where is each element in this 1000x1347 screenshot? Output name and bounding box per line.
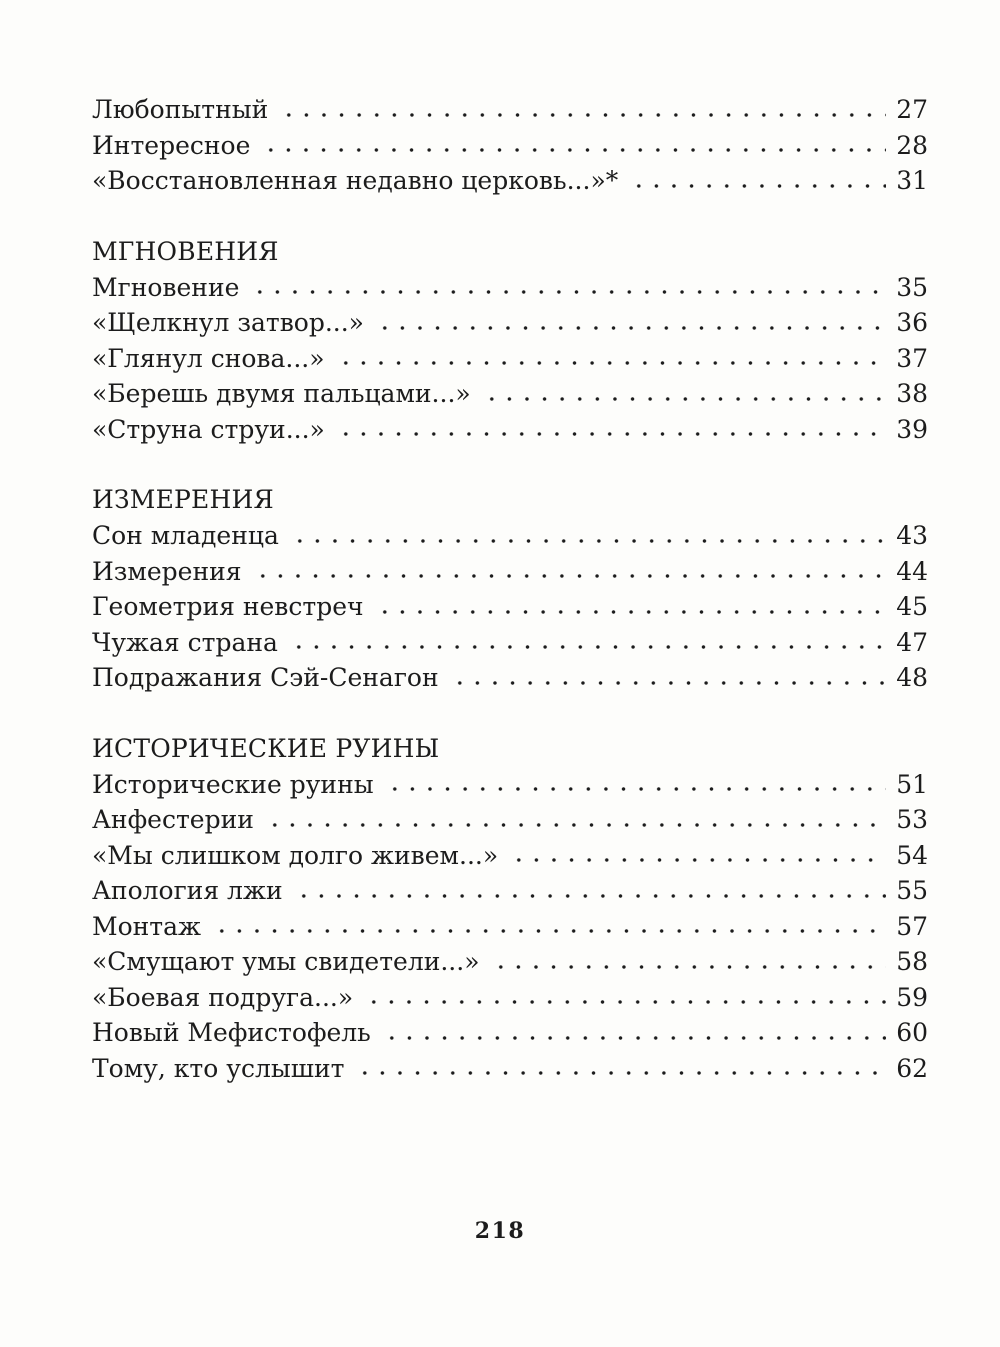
dot-leader	[490, 965, 887, 969]
section-heading: ИЗМЕРЕНИЯ	[92, 485, 274, 514]
dot-leader	[363, 1000, 886, 1004]
toc-entry-title: «Струна струи...»	[92, 412, 335, 448]
toc-entry-page: 35	[896, 272, 928, 302]
toc-entry[interactable]	[92, 1051, 928, 1087]
toc-entry-title: Мгновение	[92, 270, 249, 306]
toc-section-izmereniya	[92, 482, 928, 696]
dot-leader	[293, 894, 887, 898]
toc-entry-page: 57	[896, 911, 928, 941]
dot-leader	[264, 823, 886, 827]
toc-entry-title: Апология лжи	[92, 873, 293, 909]
toc-entry-title: «Глянул снова...»	[92, 341, 335, 377]
toc-entry[interactable]	[92, 980, 928, 1016]
toc-entry[interactable]	[92, 838, 928, 874]
toc-entry-page: 39	[896, 414, 928, 444]
dot-leader	[508, 858, 886, 862]
dot-leader	[481, 397, 887, 401]
toc-entry-page: 45	[896, 592, 928, 621]
toc-entry-page: 31	[896, 166, 928, 195]
toc-entry-title: Сон младенца	[92, 518, 289, 554]
dot-leader	[449, 681, 887, 685]
toc-entry-title: «Мы слишком долго живем...»	[92, 838, 508, 874]
toc-entry-title: «Берешь двумя пальцами...»	[92, 376, 481, 412]
toc-entry-page: 60	[896, 1018, 928, 1047]
toc-entry[interactable]	[92, 909, 928, 945]
toc-entry[interactable]	[92, 518, 928, 554]
dot-leader	[288, 645, 886, 649]
toc-entry-page: 47	[896, 627, 928, 657]
toc-entry-title: Чужая страна	[92, 625, 288, 661]
toc-entry[interactable]	[92, 660, 928, 696]
dot-leader	[384, 787, 887, 791]
toc-entry-page: 28	[896, 130, 928, 160]
toc-entry[interactable]	[92, 305, 928, 341]
dot-leader	[381, 1036, 886, 1040]
toc-section-mgnoveniya	[92, 234, 928, 448]
section-heading: МГНОВЕНИЯ	[92, 236, 279, 266]
toc-entry-title: Новый Мефистофель	[92, 1015, 381, 1051]
toc-entry-title: «Восстановленная недавно церковь...»*	[92, 163, 628, 199]
dot-leader	[260, 148, 886, 152]
toc-entry-title: Тому, кто услышит	[92, 1051, 354, 1087]
toc-entry-title: «Боевая подруга...»	[92, 980, 363, 1016]
toc-entry[interactable]	[92, 92, 928, 128]
toc-entry-page: 59	[896, 982, 928, 1012]
toc-entry-page: 38	[896, 379, 928, 408]
toc-entry-title: «Смущают умы свидетели...»	[92, 944, 490, 980]
toc-entry-title: Монтаж	[92, 909, 211, 945]
toc-entry[interactable]	[92, 625, 928, 661]
toc-entry-page: 27	[896, 95, 928, 124]
table-of-contents	[92, 92, 928, 1086]
toc-entry-page: 53	[896, 805, 928, 834]
toc-entry-page: 37	[896, 343, 928, 373]
dot-leader	[374, 326, 886, 330]
toc-entry-page: 44	[896, 556, 928, 586]
toc-entry-title: Анфестерии	[92, 802, 264, 838]
dot-leader	[354, 1071, 886, 1075]
dot-leader	[628, 184, 886, 188]
toc-entry[interactable]	[92, 589, 928, 625]
toc-entry-page: 43	[896, 521, 928, 550]
toc-intro-group	[92, 92, 928, 199]
toc-entry[interactable]	[92, 554, 928, 590]
toc-entry[interactable]	[92, 1015, 928, 1051]
toc-entry-page: 51	[896, 769, 928, 799]
toc-entry-title: Любопытный	[92, 92, 278, 128]
toc-entry-page: 58	[896, 947, 928, 976]
toc-entry-page: 36	[896, 308, 928, 337]
toc-entry-page: 55	[896, 876, 928, 905]
toc-entry[interactable]	[92, 767, 928, 803]
toc-entry-page: 54	[896, 840, 928, 870]
toc-entry[interactable]	[92, 163, 928, 199]
toc-entry[interactable]	[92, 270, 928, 306]
toc-section-istoricheskie-ruiny	[92, 731, 928, 1087]
dot-leader	[374, 610, 887, 614]
toc-entry-page: 62	[896, 1053, 928, 1083]
toc-entry-title: «Щелкнул затвор...»	[92, 305, 374, 341]
toc-entry[interactable]	[92, 412, 928, 448]
toc-entry[interactable]	[92, 128, 928, 164]
toc-entry-title: Исторические руины	[92, 767, 384, 803]
dot-leader	[211, 929, 886, 933]
dot-leader	[289, 539, 886, 543]
dot-leader	[252, 574, 887, 578]
toc-entry[interactable]	[92, 802, 928, 838]
toc-entry[interactable]	[92, 944, 928, 980]
dot-leader	[335, 361, 887, 365]
toc-entry-page: 48	[896, 663, 928, 692]
toc-entry-title: Интересное	[92, 128, 260, 164]
section-heading: ИСТОРИЧЕСКИЕ РУИНЫ	[92, 733, 440, 763]
toc-entry[interactable]	[92, 376, 928, 412]
page-number: 218	[474, 1218, 526, 1244]
dot-leader	[335, 432, 886, 436]
toc-entry-title: Измерения	[92, 554, 252, 590]
toc-entry[interactable]	[92, 341, 928, 377]
toc-entry-title: Геометрия невстреч	[92, 589, 374, 625]
toc-entry-title: Подражания Сэй-Сенагон	[92, 660, 449, 696]
dot-leader	[278, 113, 886, 117]
dot-leader	[249, 290, 886, 294]
toc-entry[interactable]	[92, 873, 928, 909]
